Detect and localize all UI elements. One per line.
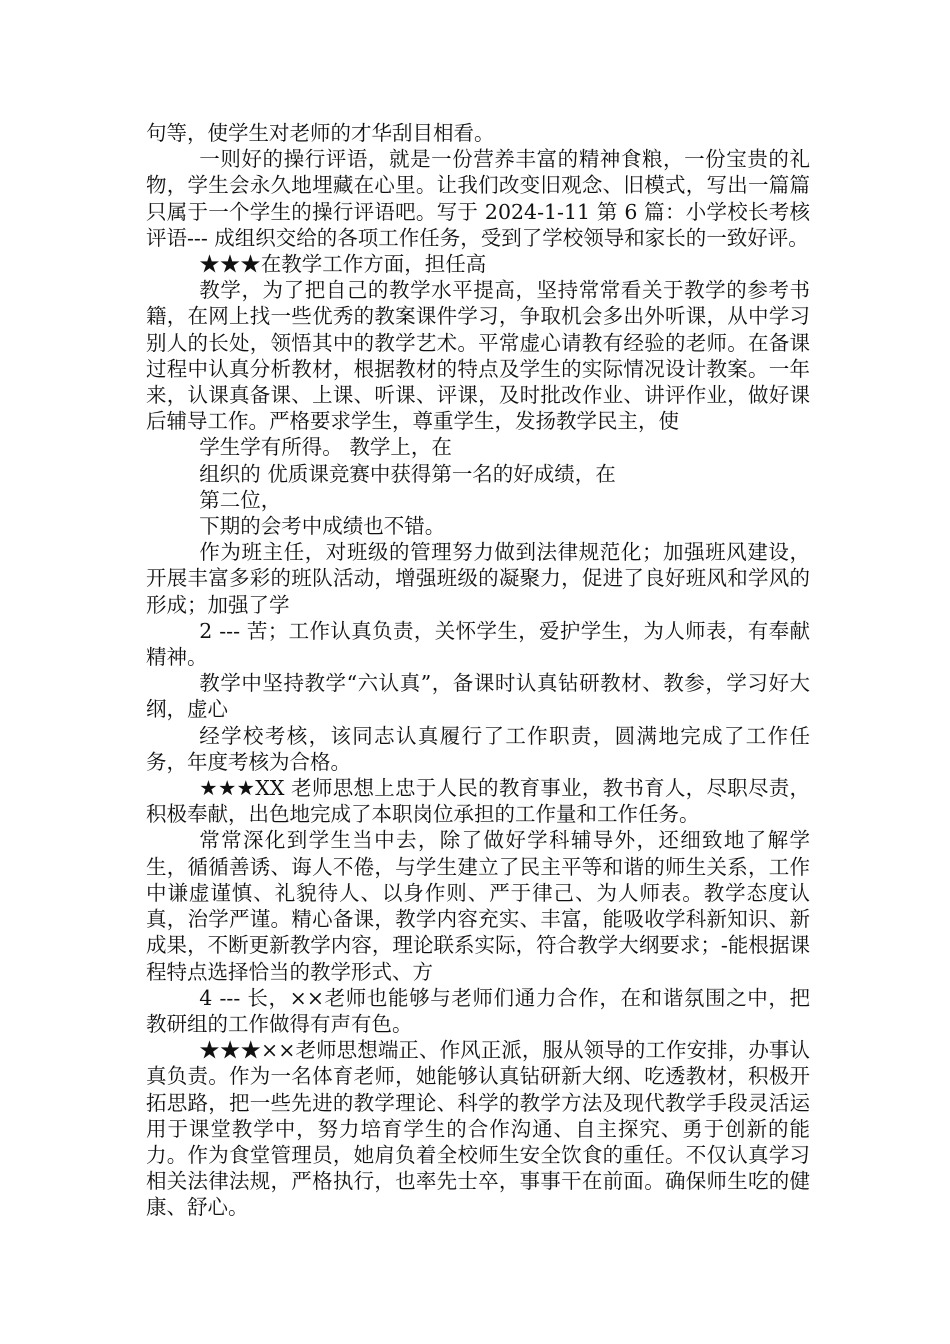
paragraph-16: ★★★××老师思想端正、作风正派，服从领导的工作安排，办事认真负责。作为一名体育老师，她能够认真钻研新大纲、吃透教材，积极开拓思路，把一些先进的教学理论、科学的教学方法及现代教学手段灵活运用于课堂教学中，努力培育学生的合作沟通、自主探究、勇于创新的能力。作为食堂管理员，她肩负着全校师生安全饮食的重任。不仅认真学习相关法律法规，严格执行，也率先士卒，事事干在前面。确保师生吃的健康、舒心。 [146,1038,810,1220]
document-body [146,120,810,1221]
paragraph-6: 组织的 优质课竞赛中获得第一名的好成绩，在 [199,461,616,486]
paragraph-4: 教学，为了把自己的教学水平提高，坚持常常看关于教学的参考书籍，在网上找一些优秀的教案课件学习，争取机会多出外听课，从中学习别人的长处，领悟其中的教学艺术。平常虚心请教有经验的老师。在备课过程中认真分析教材，根据教材的特点及学生的实际情况设计教案。一年来，认课真备课、上课、听课、评课，及时批改作业、讲评作业，做好课后辅导工作。严格要求学生，尊重学生，发扬教学民主，使 [146,278,810,434]
paragraph-9: 作为班主任，对班级的管理努力做到法律规范化；加强班风建设，开展丰富多彩的班队活动，增强班级的凝聚力，促进了良好班风和学风的形成；加强了学 [146,540,810,617]
paragraph-12: 经学校考核，该同志认真履行了工作职责，圆满地完成了工作任务，年度考核为合格。 [146,723,810,774]
paragraph-3: ★★★在教学工作方面，担任高 [199,252,487,277]
paragraph-13: ★★★XX 老师思想上忠于人民的教育事业，教书育人，尽职尽责，积极奉献，出色地完成了本职岗位承担的工作量和工作任务。 [146,776,810,827]
paragraph-5: 学生学有所得。 教学上，在 [199,435,452,460]
paragraph-8: 下期的会考中成绩也不错。 [199,514,446,539]
paragraph-7: 第二位， [199,487,282,512]
paragraph-10: 2 --- 苦；工作认真负责，关怀学生，爱护学生，为人师表，有奉献精神。 [146,618,810,670]
paragraph-14: 常常深化到学生当中去，除了做好学科辅导外，还细致地了解学生，循循善诱、诲人不倦，与学生建立了民主平等和谐的师生关系，工作中谦虚谨慎、礼貌待人、以身作则、严于律己、为人师表。教学态度认真，治学严谨。精心备课，教学内容充实、丰富，能吸收学科新知识、新成果，不断更新教学内容，理论联系实际，符合教学大纲要求；-能根据课程特点选择恰当的教学形式、方 [146,828,810,984]
paragraph-2: 一则好的操行评语，就是一份营养丰富的精神食粮，一份宝贵的礼物，学生会永久地埋藏在心里。让我们改变旧观念、旧模式，写出一篇篇只属于一个学生的操行评语吧。写于 2024-1-11 第 6 篇：小学校长考核评语--- 成组织交给的各项工作任务，受到了学校领导和家长的一致好评。 [146,147,810,250]
paragraph-11: 教学中坚持教学“六认真”，备课时认真钻研教材、教参，学习好大纲，虚心 [146,671,810,722]
paragraph-15: 4 --- 长，××老师也能够与老师们通力合作，在和谐氛围之中，把教研组的工作做得有声有色。 [146,985,810,1036]
paragraph-1: 句等，使学生对老师的才华刮目相看。 [146,121,495,145]
